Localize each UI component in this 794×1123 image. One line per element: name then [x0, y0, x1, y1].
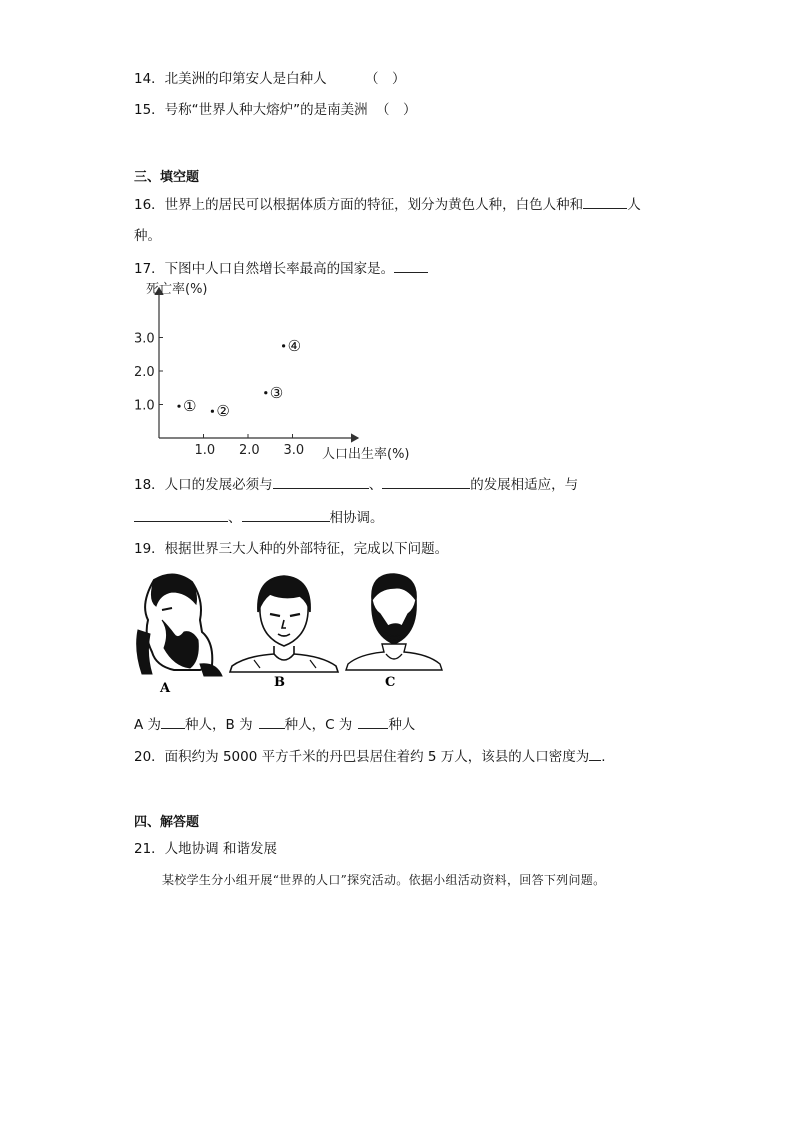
q15-text: 15．号称“世界人种大熔炉”的是南美洲 [134, 102, 368, 118]
q16-text: 16．世界上的居民可以根据体质方面的特征，划分为黄色人种，白色人种和 [134, 197, 584, 213]
q20-text: 20．面积约为 5000 平方千米的丹巴县居住着约 5 万人，该县的人口密度为 [134, 749, 590, 765]
question-19: 19．根据世界三大人种的外部特征，完成以下问题。 [134, 541, 449, 557]
q18-text-mid: 的发展相适应，与 [470, 477, 579, 493]
portrait-label-a: A [160, 681, 171, 695]
q18-sep2: 、 [228, 510, 242, 526]
data-point-label: ④ [287, 336, 302, 355]
portrait-b [230, 576, 338, 672]
q19-b-text: 种人，B 为 [185, 717, 253, 733]
question-21-title: 21．人地协调 和谐发展 [134, 841, 277, 857]
q20-blank[interactable] [589, 748, 601, 761]
q19-blank-c[interactable] [358, 716, 388, 729]
data-point [211, 410, 214, 413]
x-axis-label: 人口出生率(%) [322, 447, 410, 462]
section-fill-in-title: 三、填空题 [134, 170, 200, 185]
question-20 [134, 745, 606, 765]
portrait-label-b: B [274, 675, 285, 690]
q18-blank-3[interactable] [134, 509, 228, 522]
q17-blank[interactable] [394, 260, 428, 273]
data-point [282, 344, 285, 347]
question-15 [134, 98, 416, 118]
data-point [177, 405, 180, 408]
portrait-a [137, 574, 222, 676]
y-axis-label: 死亡率(%) [146, 282, 208, 297]
data-point-label: ① [183, 397, 197, 416]
q14-text: 14．北美洲的印第安人是白种人 [134, 71, 327, 87]
q18-text: 18．人口的发展必须与 [134, 477, 273, 493]
q19-a-text: A 为 [134, 717, 162, 733]
q18-sep: 、 [368, 477, 383, 493]
q14-answer-paren[interactable]: （ ） [364, 71, 406, 87]
three-races-portraits [134, 570, 454, 695]
x-tick-label: 3.0 [283, 443, 305, 458]
data-point-label: ③ [269, 383, 284, 402]
y-tick-label: 2.0 [134, 365, 155, 380]
portrait-c [346, 574, 442, 670]
q18-blank-1[interactable] [273, 476, 369, 489]
portrait-label-c: C [385, 675, 396, 690]
section-answer-title: 四、解答题 [134, 815, 200, 830]
question-18 [134, 473, 578, 493]
y-tick-label: 3.0 [134, 331, 155, 347]
q17-text: 17．下图中人口自然增长率最高的国家是。 [134, 261, 395, 277]
q19-blank-b[interactable] [259, 716, 285, 729]
q16-line2: 种。 [134, 228, 161, 244]
question-18-line2 [134, 506, 384, 526]
q19-c-text: 种人，C 为 [284, 717, 353, 733]
y-tick-label: 1.0 [134, 398, 155, 414]
q20-end: . [601, 749, 606, 765]
q19-d-text: 种人 [388, 717, 416, 733]
question-17 [134, 257, 428, 277]
q15-answer-paren[interactable]: （ ） [375, 102, 417, 118]
data-point [264, 391, 267, 394]
q16-text-end: 人 [627, 197, 641, 213]
q18-blank-2[interactable] [382, 476, 470, 489]
question-16 [134, 193, 641, 213]
data-points [177, 337, 301, 420]
question-21-description: 某校学生分小组开展“世界的人口”探究活动。依据小组活动资料，回答下列问题。 [162, 873, 606, 887]
birth-death-rate-scatter-chart [134, 278, 434, 468]
q16-blank[interactable] [583, 196, 627, 209]
question-19-answer [134, 713, 415, 733]
x-tick-label: 2.0 [239, 443, 260, 458]
question-14 [134, 67, 405, 87]
q19-blank-a[interactable] [161, 716, 185, 729]
q18-blank-4[interactable] [242, 509, 330, 522]
x-tick-label: 1.0 [194, 443, 216, 458]
q18-text-end: 相协调。 [329, 510, 384, 526]
data-point-label: ② [216, 402, 230, 421]
